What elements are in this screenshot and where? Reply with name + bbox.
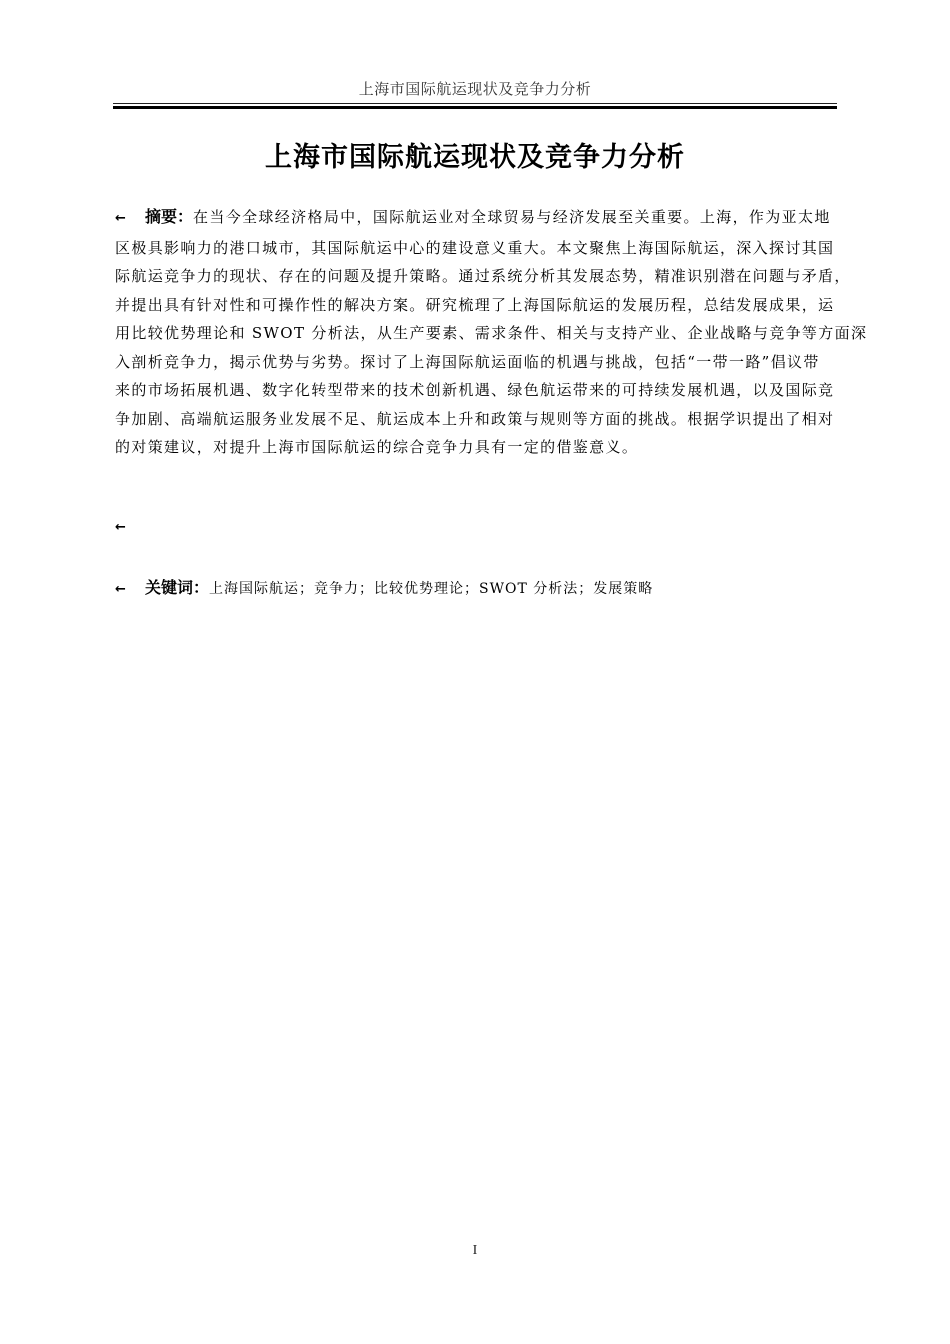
keywords-section (115, 575, 653, 598)
document-title: 上海市国际航运现状及竞争力分析 (265, 142, 685, 173)
abstract-line-3: 际航运竞争力的现状、存在的问题及提升策略。通过系统分析其发展态势，精准识别潜在问题与矛盾， (115, 267, 851, 285)
abstract-label: 摘要： (145, 207, 194, 226)
header-rule-thick (113, 106, 837, 109)
paragraph-mark-icon: ← (115, 211, 128, 226)
paragraph-mark-icon: ← (115, 582, 127, 597)
abstract-line-6: 入剖析竞争力，揭示优势与劣势。探讨了上海国际航运面临的机遇与挑战，包括“一带一路”倡议带 (115, 352, 820, 371)
keywords-text: 上海国际航运；竞争力；比较优势理论；SWOT 分析法；发展策略 (209, 581, 654, 597)
abstract-line-9: 的对策建议，对提升上海市国际航运的综合竞争力具有一定的借鉴意义。 (115, 438, 639, 456)
abstract-line-1 (115, 203, 845, 234)
abstract-line-7: 来的市场拓展机遇、数字化转型带来的技术创新机遇、绿色航运带来的可持续发展机遇，以及国际竞 (115, 381, 835, 399)
abstract-line-4: 并提出具有针对性和可操作性的解决方案。研究梳理了上海国际航运的发展历程，总结发展成果，运 (115, 295, 835, 314)
abstract-line-8: 争加剧、高端航运服务业发展不足、航运成本上升和政策与规则等方面的挑战。根据学识提出了相对 (115, 409, 835, 428)
page-number: I (472, 1243, 478, 1258)
empty-paragraph (115, 518, 145, 536)
abstract-section (115, 203, 868, 462)
header-rule-thin (113, 103, 837, 104)
paragraph-mark-icon: ← (115, 520, 126, 535)
abstract-text: 在当今全球经济格局中，国际航运业对全球贸易与经济发展至关重要。上海，作为亚太地 (193, 208, 831, 226)
running-header: 上海市国际航运现状及竞争力分析 (358, 82, 592, 98)
abstract-line-2: 区极具影响力的港口城市，其国际航运中心的建设意义重大。本文聚焦上海国际航运，深入探讨其国 (115, 238, 835, 257)
keywords-label: 关键词： (145, 578, 210, 597)
abstract-line-5: 用比较优势理论和 SWOT 分析法，从生产要素、需求条件、相关与支持产业、企业战略与竞争等方面深 (115, 324, 868, 342)
